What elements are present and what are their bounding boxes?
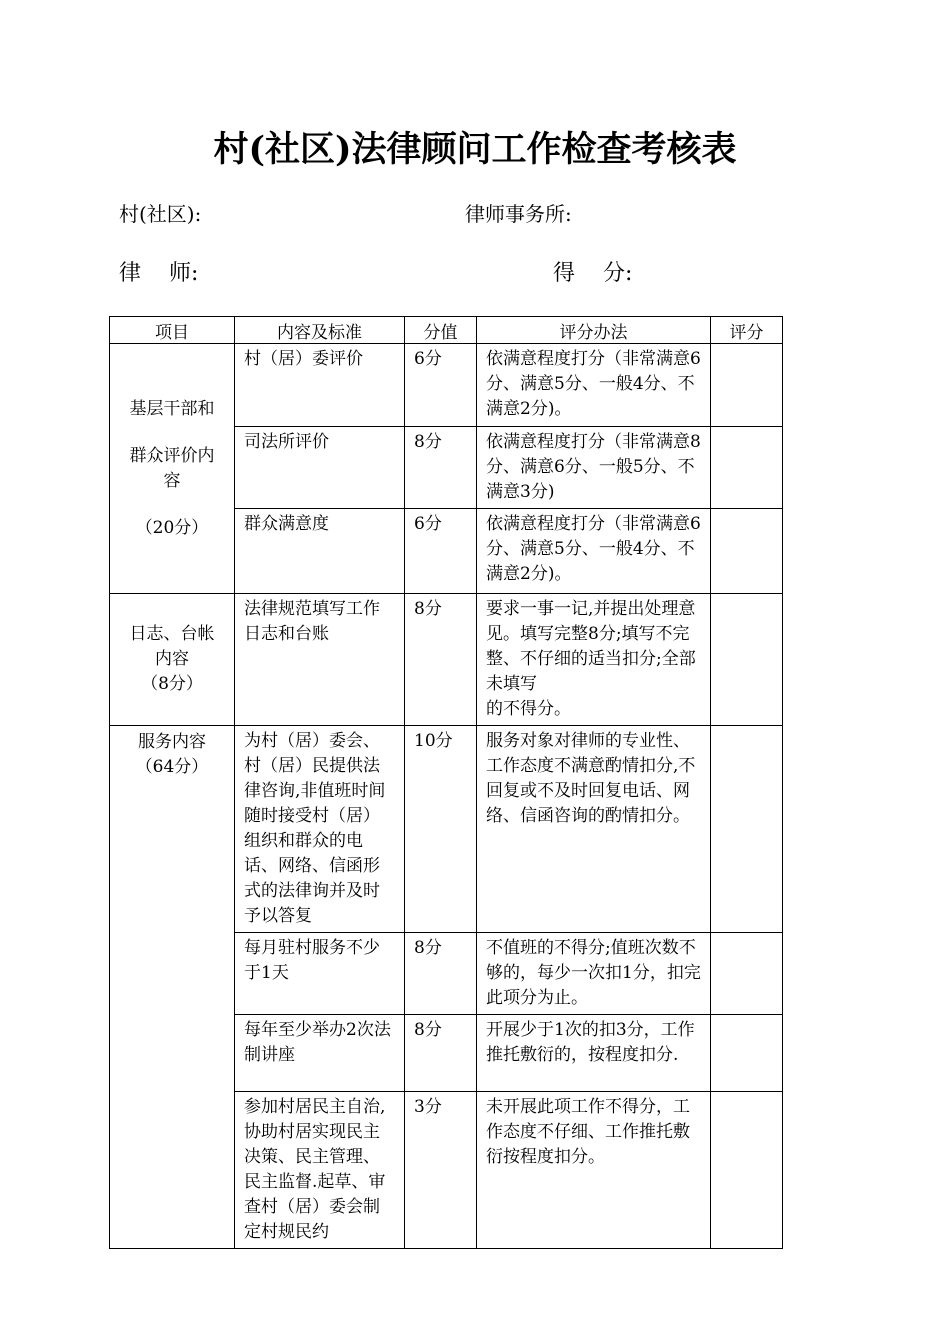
method-cell: 要求一事一记,并提出处理意见。填写完整8分;填写不完整、不仔细的适当扣分;全部未填写 的不得分。 [486,599,696,719]
category-line: 服务内容 [138,732,206,752]
category-line: 群众评价内 [129,445,215,466]
method-cell: 不值班的不得分;值班次数不够的，每少一次扣1分，扣完此项分为止。 [486,938,701,1008]
lawyer-label: 律 师: [119,261,199,286]
points-cell: 6分 [414,349,442,369]
score-cell[interactable] [711,344,782,350]
score-cell[interactable] [711,427,782,433]
method-cell: 未开展此项工作不得分，工作态度不仔细、工作推托敷衍按程度扣分。 [486,1097,690,1167]
category-cell [110,726,235,1249]
score-cell[interactable] [711,933,782,939]
category-line: 基层干部和 [129,398,215,419]
village-label: 村(社区): [119,202,202,226]
points-cell: 10分 [414,731,453,751]
score-cell[interactable] [711,1092,782,1098]
content-cell: 参加村居民主自治,协助村居实现民主决策、民主管理、民主监督.起草、审查村（居）委会制定村规民约 [244,1097,386,1242]
content-cell: 为村（居）委会、村（居）民提供法律咨询,非值班时间随时接受村（居）组织和群众的电话、网络、信函形式的法律询并及时予以答复 [244,731,386,926]
category-cell [110,594,235,726]
category-line: 内容 [155,649,189,669]
score-cell[interactable] [711,509,782,515]
law-firm-label: 律师事务所: [465,202,572,226]
points-cell: 6分 [414,514,442,534]
score-cell[interactable] [711,594,782,600]
header-content: 内容及标准 [235,317,405,344]
table-row [110,726,783,933]
table-row [110,594,783,726]
header-points: 分值 [405,317,477,344]
points-cell: 8分 [414,599,442,619]
points-cell: 3分 [414,1097,442,1117]
category-line: （20分） [135,517,209,538]
table-row [110,344,783,427]
method-cell: 服务对象对律师的专业性、工作态度不满意酌情扣分,不回复或不及时回复电话、网络、信函咨询的酌情扣分。 [486,731,696,826]
points-cell: 8分 [414,938,442,958]
header-score: 评分 [711,317,783,344]
method-cell: 依满意程度打分（非常满意6分、满意5分、一般4分、不满意2分)。 [486,349,701,419]
category-line: （8分） [141,674,203,694]
content-cell: 每年至少举办2次法制讲座 [244,1020,391,1065]
assessment-table [109,316,783,1249]
page-title: 村(社区)法律顾问工作检查考核表 [213,129,737,170]
method-cell: 开展少于1次的扣3分，工作推托敷衍的，按程度扣分. [486,1020,695,1065]
header-item: 项目 [110,317,235,344]
method-cell: 依满意程度打分（非常满意6分、满意5分、一般4分、不满意2分)。 [486,514,701,584]
category-cell [110,344,235,594]
content-cell: 村（居）委评价 [244,349,363,369]
content-cell: 群众满意度 [244,514,329,534]
content-cell: 每月驻村服务不少于1天 [244,938,380,983]
header-method: 评分办法 [477,317,711,344]
score-label: 得 分: [553,261,633,286]
points-cell: 8分 [414,1020,442,1040]
method-cell: 依满意程度打分（非常满意8分、满意6分、一般5分、不满意3分) [486,432,701,502]
category-line: 容 [163,470,181,491]
content-cell: 司法所评价 [244,432,329,452]
points-cell: 8分 [414,432,442,452]
score-cell[interactable] [711,1015,782,1021]
category-line: （64分） [135,757,209,777]
category-line: 日志、台帐 [129,624,215,644]
score-cell[interactable] [711,726,782,732]
table-header-row [110,317,783,344]
content-cell: 法律规范填写工作日志和台账 [244,599,380,644]
